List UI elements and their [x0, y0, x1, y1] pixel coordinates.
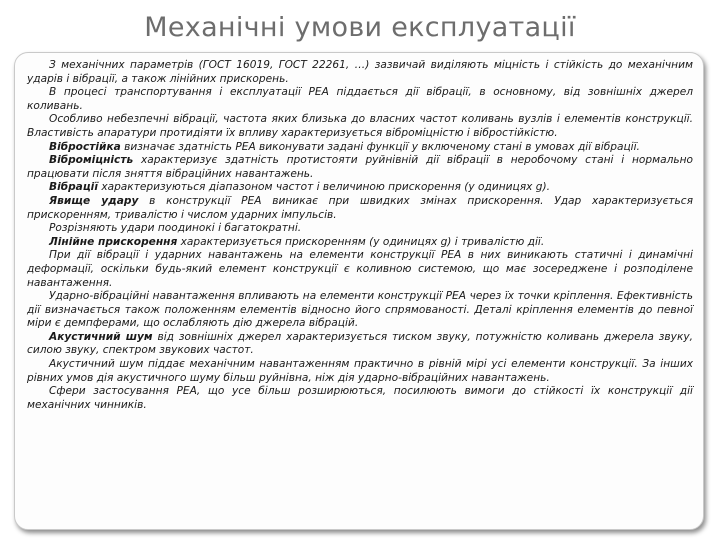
paragraph	[27, 249, 693, 290]
paragraph-text: Розрізняють удари поодинокі і багатократні.	[49, 222, 302, 235]
term-bold: Віброміцність	[49, 154, 134, 167]
paragraph	[27, 113, 693, 140]
term-bold: Явище удару	[49, 194, 139, 207]
content-frame	[14, 52, 704, 530]
slide-title: Механічні умови експлуатації	[144, 12, 576, 43]
term-bold: Акустичний шум	[49, 330, 153, 343]
paragraph-text: Особливо небезпечні вібрації, частота яких близька до власних частот коливань вузлів і елементів конструкції. Властивість апаратури протидіяти їх впливу характеризується віброміцністю і вібростійкістю.	[27, 113, 693, 139]
paragraph	[27, 222, 693, 236]
paragraph-text: В процесі транспортування і експлуатації РЕА піддається дії вібрації, в основному, від зовнішніх джерел коливань.	[27, 86, 693, 112]
paragraph	[27, 86, 693, 113]
paragraph-text: характеризує здатність протистояти руйнівній дії вібрації в неробочому стані і нормально працювати після зняття вібраційних навантажень.	[27, 154, 693, 180]
paragraph-text: Ударно-вібраційні навантаження впливають на елементи конструкції РЕА через їх точки кріплення. Ефективність дії визначається також положенням елементів відносно його спрямованості. Деталі кріплення елементів до певної міри є демпферами, що ослабляють дію джерела вібрацій.	[27, 290, 693, 330]
paragraph	[27, 59, 693, 86]
paragraph	[27, 385, 693, 412]
paragraph	[27, 290, 693, 331]
paragraph-text: від зовнішніх джерел характеризується тиском звуку, потужністю коливань джерела звуку, силою звуку, спектром звукових частот.	[27, 330, 693, 357]
term-bold: Лінійне прискорення	[49, 235, 178, 248]
paragraph-text: При дії вібрації і ударних навантажень на елементи конструкції РЕА в них виникають статичні і динамічні деформації, оскільки будь-який елемент конструкції є коливною системою, що має зосереджене і розподілене навантаження.	[27, 249, 693, 289]
term-bold: Вібрації	[49, 181, 98, 194]
body-text	[27, 59, 693, 412]
paragraph	[27, 154, 693, 181]
paragraph	[27, 358, 693, 385]
paragraph-text: характеризуються діапазоном частот і величиною прискорення (у одиницях g).	[97, 181, 550, 194]
paragraph	[27, 195, 693, 222]
paragraph-text: Акустичний шум піддає механічним навантаженням практично в рівній мірі усі елементи конструкції. За інших рівних умов дія акустичного шуму більш руйнівна, ніж дія ударно-вібраційних навантажень.	[27, 358, 693, 384]
paragraph	[27, 331, 693, 358]
paragraph-text: в конструкції РЕА виникає при швидких змінах прискорення. Удар характеризується прискоренням, тривалістю і числом ударних імпульсів.	[27, 194, 693, 221]
paragraph-text: характеризується прискоренням (у одиницях g) і тривалістю дії.	[177, 235, 545, 248]
paragraph	[27, 236, 693, 250]
paragraph-text: Сфери застосування РЕА, що усе більш розширюються, посилюють вимоги до стійкості їх конструкції дії механічних чинників.	[27, 385, 693, 411]
paragraph-text: визначає здатність РЕА виконувати задані функції у включеному стані в умовах дії вібрації.	[120, 140, 640, 153]
term-bold: Вібростійка	[49, 140, 121, 153]
paragraph-text: З механічних параметрів (ГОСТ 16019, ГОСТ 22261, …) зазвичай виділяють міцність і стійкість до механічним ударів і вібрації, а також лінійних прискорень.	[27, 59, 693, 85]
paragraph	[27, 181, 693, 195]
paragraph	[27, 141, 693, 155]
